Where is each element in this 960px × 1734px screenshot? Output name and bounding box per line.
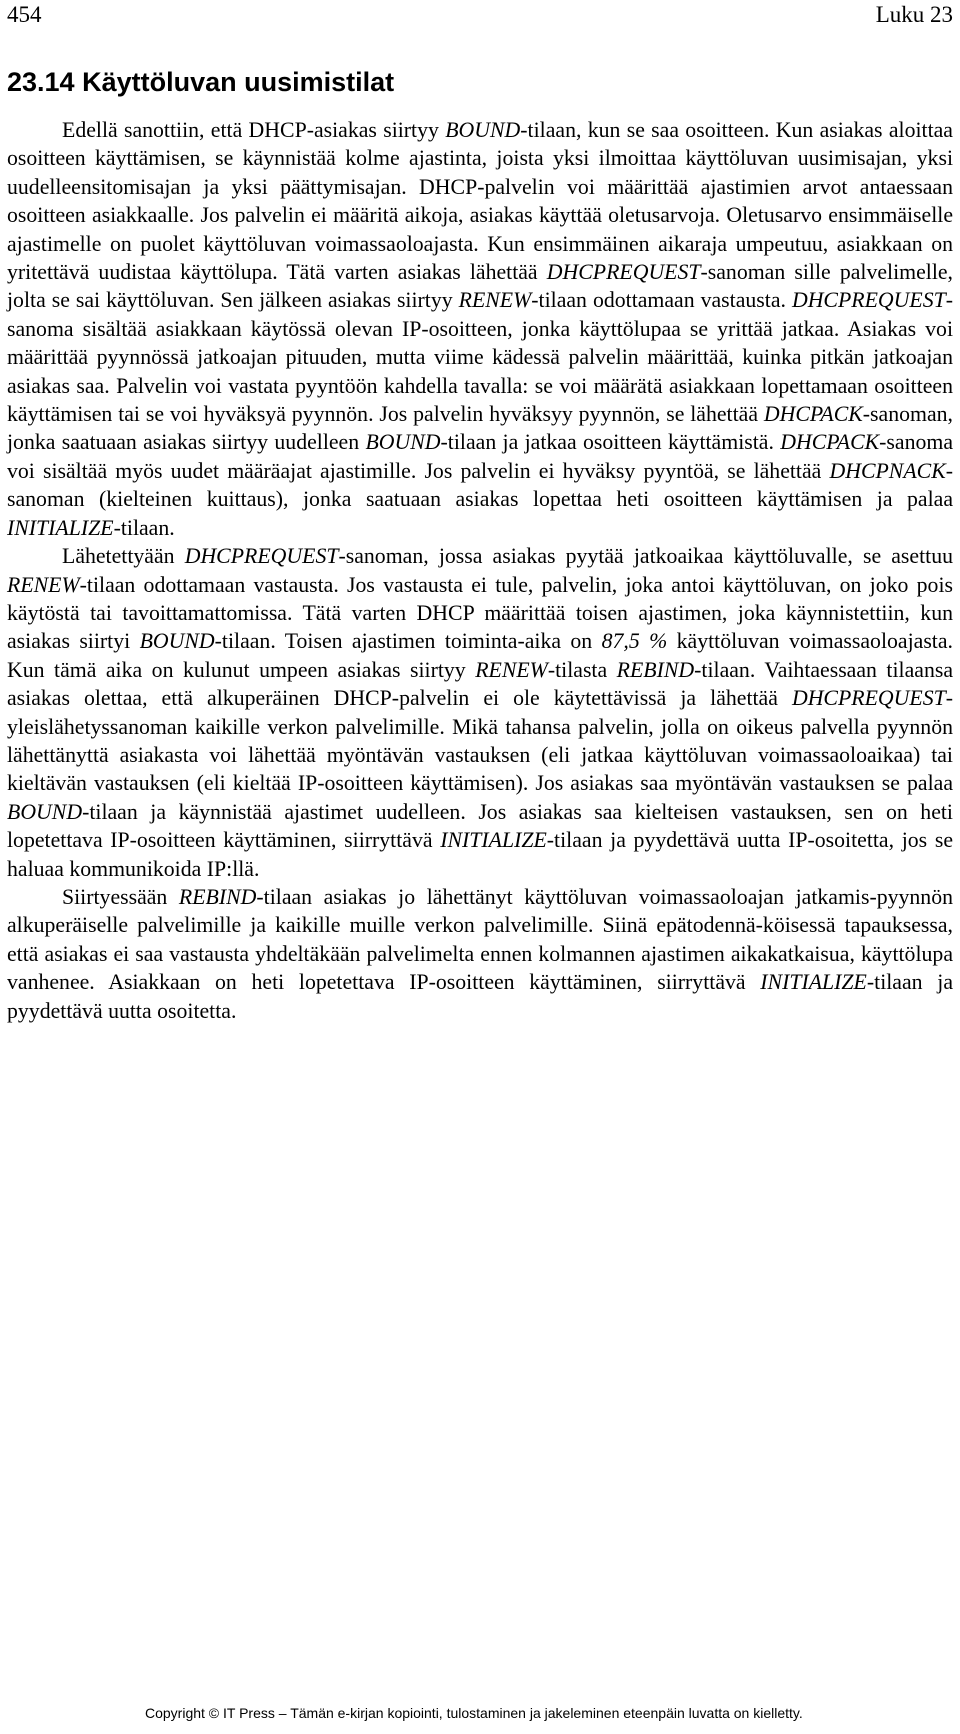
italic-term: DHCPREQUEST: [791, 288, 946, 313]
italic-term: BOUND: [7, 799, 83, 824]
italic-term: REBIND: [178, 884, 257, 909]
text-run: -tilaan ja pyydettävä uutta osoitetta.: [7, 970, 953, 1023]
text-run: -sanoman (kielteinen kuittaus), jonka saatuaan asiakas lopettaa heti osoitteen käyttämisen ja palaa: [7, 458, 953, 512]
italic-term: DHCPREQUEST: [546, 260, 701, 285]
text-run: -sanoma sisältää asiakkaan käytössä olevan IP-osoitteen, jonka käyttölupaa se yrittää jatkaa. Asiakas voi määrittää pyynnössä jatkoajan pituuden, mutta viime kädessä palvelin määrittää, kuinka pitkän jatkoajan asiakas saa. Palvelin voi vastata pyyntöön kahdella tavalla: se voi määrätä asiakkaan lopettamaan osoitteen käyttämisen tai se voi hyväksyä pyynnön. Jos palvelin hyväksyy pyynnön, se lähettää: [7, 288, 953, 427]
text-run: -tilaan ja pyydettävä uutta IP-osoitetta, jos se haluaa kommunikoida IP:llä.: [7, 828, 953, 881]
paragraph: [7, 116, 953, 542]
italic-term: REBIND: [616, 657, 695, 682]
text-run: -tilaan, kun se saa osoitteen. Kun asiakas aloittaa osoitteen käyttämisen, se käynnistää kolme ajastinta, joista yksi ilmoittaa käyttöluvan uusimisajan, yksi uudelleensitomisajan ja yksi päättymisajan. DHCP-palvelin voi määrittää ajastimien arvot antaessaan osoitteen asiakkaalle. Jos palvelin ei määritä aikoja, asiakas käyttää oletusarvoja. Oletusarvo ensimmäiselle ajastimelle on puolet käyttöluvan voimassaoloajasta. Kun ensimmäinen aikaraja umpeutuu, asiakkaan on yritettävä uudistaa käyttölupa. Tätä varten asiakas lähettää: [7, 118, 953, 285]
text-run: -sanoman, jossa asiakas pyytää jatkoaikaa käyttöluvalle, se asettuu: [338, 544, 953, 569]
page-number: 454: [7, 2, 42, 27]
italic-term: DHCPACK: [780, 430, 880, 455]
italic-term: RENEW: [458, 288, 532, 313]
text-run: -tilaan.: [113, 515, 175, 540]
italic-term: DHCPREQUEST: [184, 544, 339, 569]
italic-term: DHCPACK: [763, 402, 863, 427]
italic-term: INITIALIZE: [7, 515, 114, 540]
text-run: -tilaan ja käynnistää ajastimet uudelleen. Jos asiakas saa kielteisen vastauksen, sen on heti lopetettava IP-osoitteen käyttäminen, siirryttävä: [7, 799, 953, 853]
text-run: -sanoman, jonka saatuaan asiakas siirtyy uudelleen: [7, 402, 953, 455]
text-run: -tilaan odottamaan vastausta.: [531, 288, 792, 313]
body-text: [7, 116, 953, 1025]
italic-term: INITIALIZE: [440, 828, 547, 853]
text-run: -sanoma voi sisältää myös uudet määräajat ajastimille. Jos palvelin ei hyväksy pyyntöä, se lähettää: [7, 430, 953, 483]
text-run: -tilaan odottamaan vastausta. Jos vastausta ei tule, palvelin, joka antoi käyttöluvan, on joko pois käytöstä tai tavoittamattomissa. Tätä varten DHCP määrittää toisen ajastimen, joka käynnistettiin, kun asiakas siirtyi: [7, 572, 953, 654]
copyright-footer: Copyright © IT Press – Tämän e-kirjan kopiointi, tulostaminen ja jakeleminen eteenpäin luvatta on kielletty.: [145, 1705, 803, 1721]
text-run: -tilaan. Toisen ajastimen toiminta-aika on: [214, 629, 602, 654]
italic-term: BOUND: [365, 430, 441, 455]
chapter-label: Luku 23: [875, 2, 953, 27]
text-run: -tilaan ja jatkaa osoitteen käyttämistä.: [440, 430, 781, 455]
text-run: Edellä sanottiin, että DHCP-asiakas siirtyy: [62, 118, 446, 142]
italic-term: RENEW: [475, 657, 548, 682]
text-run: -tilaan asiakas jo lähettänyt käyttöluvan voimassaoloajan jatkamis-pyynnön alkuperäiselle palvelimille ja kaikille muille verkon palvelimille. Siinä epätodennä-köisessä tapauksessa, että asiakas ei saa vastausta yhdeltäkään palvelimelta ennen kolmannen ajastimen aikakatkaisua, käyttölupa vanhenee. Asiakkaan on heti lopetettava IP-osoitteen käyttäminen, siirryttävä: [7, 884, 953, 995]
text-run: käyttöluvan voimassaoloajasta. Kun tämä aika on kulunut umpeen asiakas siirtyy: [7, 629, 953, 682]
italic-term: BOUND: [139, 629, 215, 654]
italic-term: BOUND: [445, 118, 521, 142]
text-run: -yleislähetyssanoman kaikille verkon palvelimille. Mikä tahansa palvelin, jolla on oikeus palvella pyynnön lähettänyttä asiakasta voi lähettää myöntävän vastauksen (eli jatkaa käyttöluvan voimassaoloaikaa) tai kieltävän vastauksen (eli kieltää IP-osoitteen käyttämisen). Jos asiakas saa myöntävän vastauksen se palaa: [7, 686, 953, 796]
paragraph: [7, 542, 953, 883]
italic-term: 87,5 %: [601, 629, 668, 654]
italic-term: RENEW: [7, 572, 80, 597]
page-header: [7, 2, 953, 36]
text-run: -tilasta: [547, 657, 617, 682]
text-run: Lähetettyään: [62, 544, 185, 569]
section-title: 23.14 Käyttöluvan uusimistilat: [7, 67, 395, 97]
text-run: -sanoman sille palvelimelle, jolta se sai käyttöluvan. Sen jälkeen asiakas siirtyy: [7, 260, 953, 313]
text-run: Siirtyessään: [62, 884, 179, 909]
paragraph: [7, 883, 953, 1025]
italic-term: DHCPREQUEST: [791, 686, 946, 711]
text-run: -tilaan. Vaihtaessaan tilaansa asiakas olettaa, että alkuperäinen DHCP-palvelin ei ole käytettävissä ja lähettää: [7, 657, 953, 711]
italic-term: DHCPNACK: [829, 458, 946, 483]
italic-term: INITIALIZE: [760, 970, 867, 995]
